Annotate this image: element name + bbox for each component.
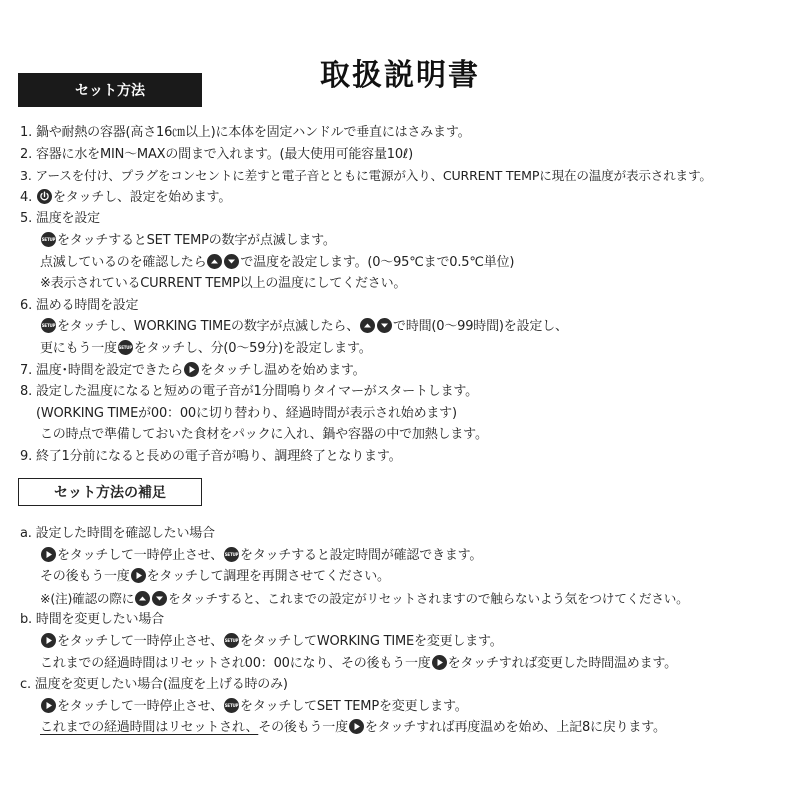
down-arrow-icon [152, 591, 167, 606]
supplement-a-detail-2: その後もう一度 をタッチして調理を再開させてください。 [40, 569, 390, 585]
supplement-c: c. 温度を変更したい場合(温度を上げる時のみ) [20, 677, 288, 693]
setup-icon: SETUP [118, 340, 133, 355]
step-8-detail-2: この時点で準備しておいた食材をパックに入れ、鍋や容器の中で加熱します。 [40, 427, 488, 443]
step-1: 1. 鍋や耐熱の容器(高さ16㎝以上)に本体を固定ハンドルで垂直にはさみます。 [20, 125, 471, 140]
step-5-detail-2: 点滅しているのを確認したら で温度を設定します。(0～95℃まで0.5℃単位) [40, 254, 515, 270]
step-8: 8. 設定した温度になると短めの電子音が1分間鳴りタイマーがスタートします。 [20, 384, 478, 400]
step-8-detail-1: (WORKING TIMEが00：00に切り替わり、経過時間が表示され始めます) [36, 405, 457, 421]
step-6-detail-1: SETUP をタッチし、WORKING TIMEの数字が点滅したら、 で時間(0～99時間)を設定し、 [41, 319, 568, 335]
supplement-list [20, 523, 790, 739]
up-arrow-icon [207, 254, 222, 269]
step-5: 5. 温度を設定 [20, 211, 100, 227]
setup-icon: SETUP [224, 633, 239, 648]
page-title: 取扱説明書 [320, 58, 480, 93]
setup-icon: SETUP [224, 547, 239, 562]
section-label-setup: セット方法 [18, 73, 202, 107]
setup-icon: SETUP [41, 318, 56, 333]
play-icon [41, 547, 56, 562]
setup-steps [20, 122, 790, 468]
play-icon [41, 698, 56, 713]
down-arrow-icon [377, 318, 392, 333]
step-6-detail-2: 更にもう一度 SETUP をタッチし、分(0～59分)を設定します。 [40, 340, 372, 356]
power-icon [37, 189, 52, 204]
supplement-a-detail-1: をタッチして一時停止させ、 SETUP をタッチすると設定時間が確認できます。 [20, 545, 790, 567]
play-icon [131, 568, 146, 583]
up-arrow-icon [135, 591, 150, 606]
supplement-c-detail-1: をタッチして一時停止させ、 SETUP をタッチしてSET TEMPを変更します。 [20, 696, 790, 718]
step-6: 6. 温める時間を設定 [20, 297, 139, 313]
down-arrow-icon [224, 254, 239, 269]
setup-icon: SETUP [41, 232, 56, 247]
step-7: 7. 温度･時間を設定できたら をタッチし温めを始めます。 [20, 362, 366, 378]
supplement-a: a. 設定した時間を確認したい場合 [20, 526, 215, 541]
section-label-supplement: セット方法の補足 [18, 478, 202, 506]
supplement-c-detail-2: これまでの経過時間はリセットされ、その後もう一度 をタッチすれば再度温めを始め、上記8に戻ります。 [40, 720, 666, 736]
play-icon [41, 633, 56, 648]
step-9: 9. 終了1分前になると長めの電子音が鳴り、調理終了となります。 [20, 448, 402, 464]
step-3: 3. アースを付け、プラグをコンセントに差すと電子音とともに電源が入り、CURRENT TEMPに現在の温度が表示されます。 [20, 168, 712, 184]
setup-icon: SETUP [224, 698, 239, 713]
play-icon [349, 719, 364, 734]
supplement-b-detail-1: をタッチして一時停止させ、 SETUP をタッチしてWORKING TIMEを変更します。 [20, 631, 790, 653]
up-arrow-icon [360, 318, 375, 333]
step-5-note: ※表示されているCURRENT TEMP以上の温度にしてください。 [40, 276, 407, 292]
step-5-detail-1: SETUP をタッチするとSET TEMPの数字が点滅します。 [41, 232, 336, 248]
play-icon [184, 362, 199, 377]
play-icon [432, 655, 447, 670]
supplement-b-detail-2: これまでの経過時間はリセットされ00：00になり、その後もう一度 をタッチすれば変更した時間温めます。 [40, 655, 677, 671]
supplement-a-note: ※(注)確認の際に をタッチすると、これまでの設定がリセットされますので触らないよう気をつけてください。 [40, 590, 689, 606]
step-2: 2. 容器に水をMIN～MAXの間まで入れます。(最大使用可能容量10ℓ) [20, 146, 413, 162]
supplement-b: b. 時間を変更したい場合 [20, 612, 164, 628]
step-4: 4. をタッチし、設定を始めます。 [20, 189, 232, 205]
